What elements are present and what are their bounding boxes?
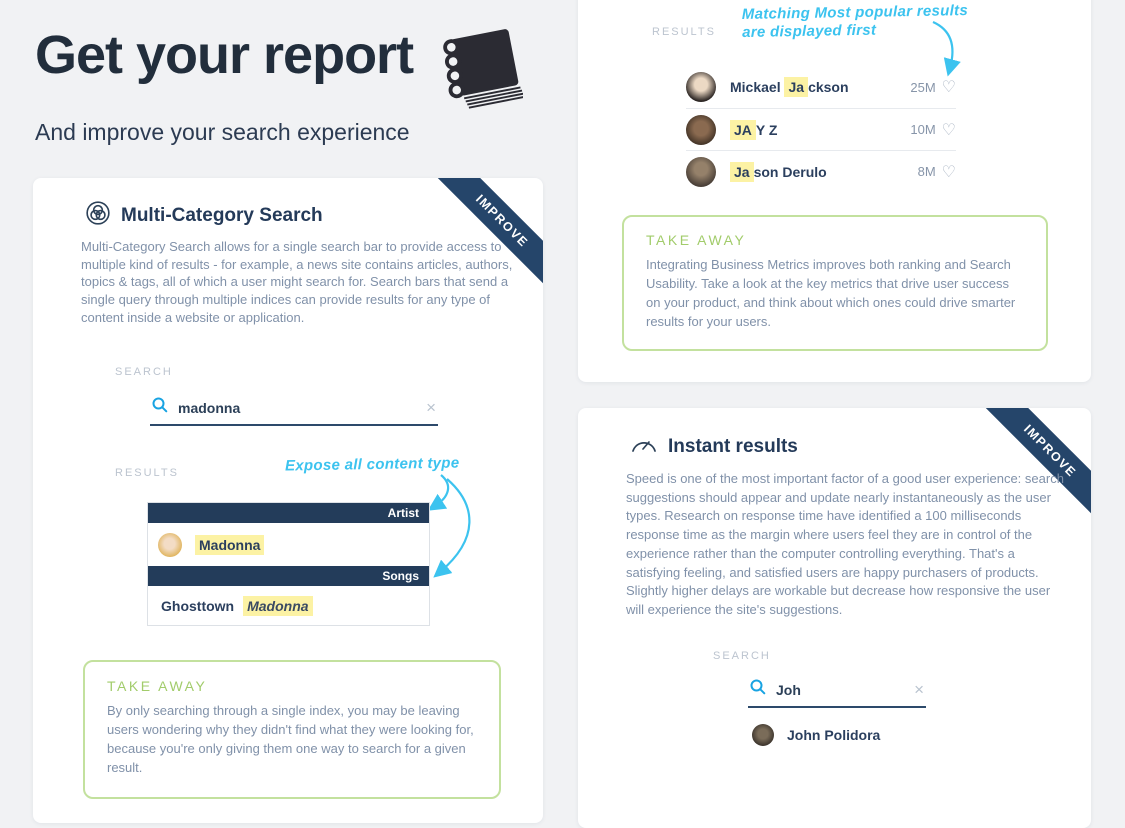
annotation-popular: Matching Most popular results are displayed first xyxy=(741,2,969,41)
card-title: Instant results xyxy=(668,435,798,457)
results-panel xyxy=(147,502,430,626)
result-row[interactable] xyxy=(686,150,956,192)
heart-icon[interactable]: ♡ xyxy=(941,121,956,139)
category-header-artist: Artist xyxy=(148,503,429,523)
result-row[interactable] xyxy=(148,523,429,566)
result-row[interactable] xyxy=(752,724,880,746)
avatar xyxy=(158,533,182,557)
heart-icon[interactable]: ♡ xyxy=(941,79,956,96)
takeaway-text: Integrating Business Metrics improves both ranking and Search Usability. Take a look at the key metrics that drive user success on your product, and think about which ones could drive smarter results for your users. xyxy=(646,257,1016,329)
result-name: JA Y Z xyxy=(730,122,910,138)
result-name: Madonna xyxy=(195,535,264,555)
avatar xyxy=(686,72,716,102)
result-row[interactable] xyxy=(148,586,429,625)
popularity-count: 25M xyxy=(910,79,936,95)
card-title: Multi-Category Search xyxy=(121,204,323,226)
results-label: RESULTS xyxy=(652,26,716,38)
search-input[interactable] xyxy=(748,680,926,708)
card-instant-results xyxy=(578,408,1091,828)
search-input[interactable] xyxy=(150,398,438,426)
result-row[interactable] xyxy=(686,108,956,150)
takeaway-box xyxy=(622,215,1048,351)
search-label: SEARCH xyxy=(713,650,771,662)
takeaway-title: TAKE AWAY xyxy=(107,678,208,694)
avatar xyxy=(686,115,716,145)
result-name: Ja son Derulo xyxy=(730,164,918,180)
clear-icon[interactable]: × xyxy=(426,398,436,417)
report-header xyxy=(35,26,523,146)
search-query: madonna xyxy=(178,399,241,416)
search-label: SEARCH xyxy=(115,366,173,378)
heart-icon[interactable]: ♡ xyxy=(941,163,956,181)
song-artist: Madonna xyxy=(243,596,312,616)
result-row[interactable] xyxy=(686,66,956,108)
song-title: Ghosttown xyxy=(161,597,235,614)
popular-results-list xyxy=(686,66,956,192)
result-name: John Polidora xyxy=(787,727,881,743)
takeaway-title: TAKE AWAY xyxy=(646,232,747,248)
improve-ribbon: IMPROVE xyxy=(979,408,1091,520)
page-title: Get your report xyxy=(35,25,414,85)
multi-category-icon xyxy=(85,200,111,231)
improve-ribbon: IMPROVE xyxy=(431,178,543,290)
clear-icon[interactable]: × xyxy=(914,680,924,699)
card-multi-category-search xyxy=(33,178,543,823)
search-icon xyxy=(750,679,766,700)
card-description: Speed is one of the most important factor of a good user experience: search suggestions should appear and update nearly instantaneously as the user types. Research on response time have identified a 100 milliseconds response time as the margin where users feel they are in control of the experience rather than the computer controlling everything. That's a satisfying feeling, and satisfied users are happy purchasers of products. Slightly higher delays are workable but decrease how responsive the user will experience the site's suggestions. xyxy=(626,471,1064,618)
page-subtitle: And improve your search experience xyxy=(35,119,410,145)
annotation-arrows xyxy=(415,473,515,591)
avatar xyxy=(752,724,774,746)
search-query: Joh xyxy=(776,681,801,698)
takeaway-box xyxy=(83,660,501,799)
annotation-expose: Expose all content type xyxy=(284,454,460,475)
category-header-songs: Songs xyxy=(148,566,429,586)
card-description: Multi-Category Search allows for a single search bar to provide access to multiple kind of results - for example, a news site contains articles, authors, topics & tags, all of which a user might search for. Search bars that send a single query through multiple indices can provide results for any type of content inside a website or application. xyxy=(81,239,513,325)
popularity-count: 8M xyxy=(917,164,936,179)
takeaway-text: By only searching through a single index, you may be leaving users wondering why they didn't find what they were looking for, because you're only giving them one way to search for a given result. xyxy=(107,703,474,775)
search-icon xyxy=(152,397,168,418)
popularity-count: 10M xyxy=(910,122,936,137)
notebook-icon xyxy=(427,26,523,117)
result-name: Mickael Ja ckson xyxy=(730,79,849,95)
avatar xyxy=(686,157,716,187)
card-popular-ranking xyxy=(578,0,1091,382)
results-label: RESULTS xyxy=(115,467,179,479)
speed-gauge-icon xyxy=(630,433,658,460)
